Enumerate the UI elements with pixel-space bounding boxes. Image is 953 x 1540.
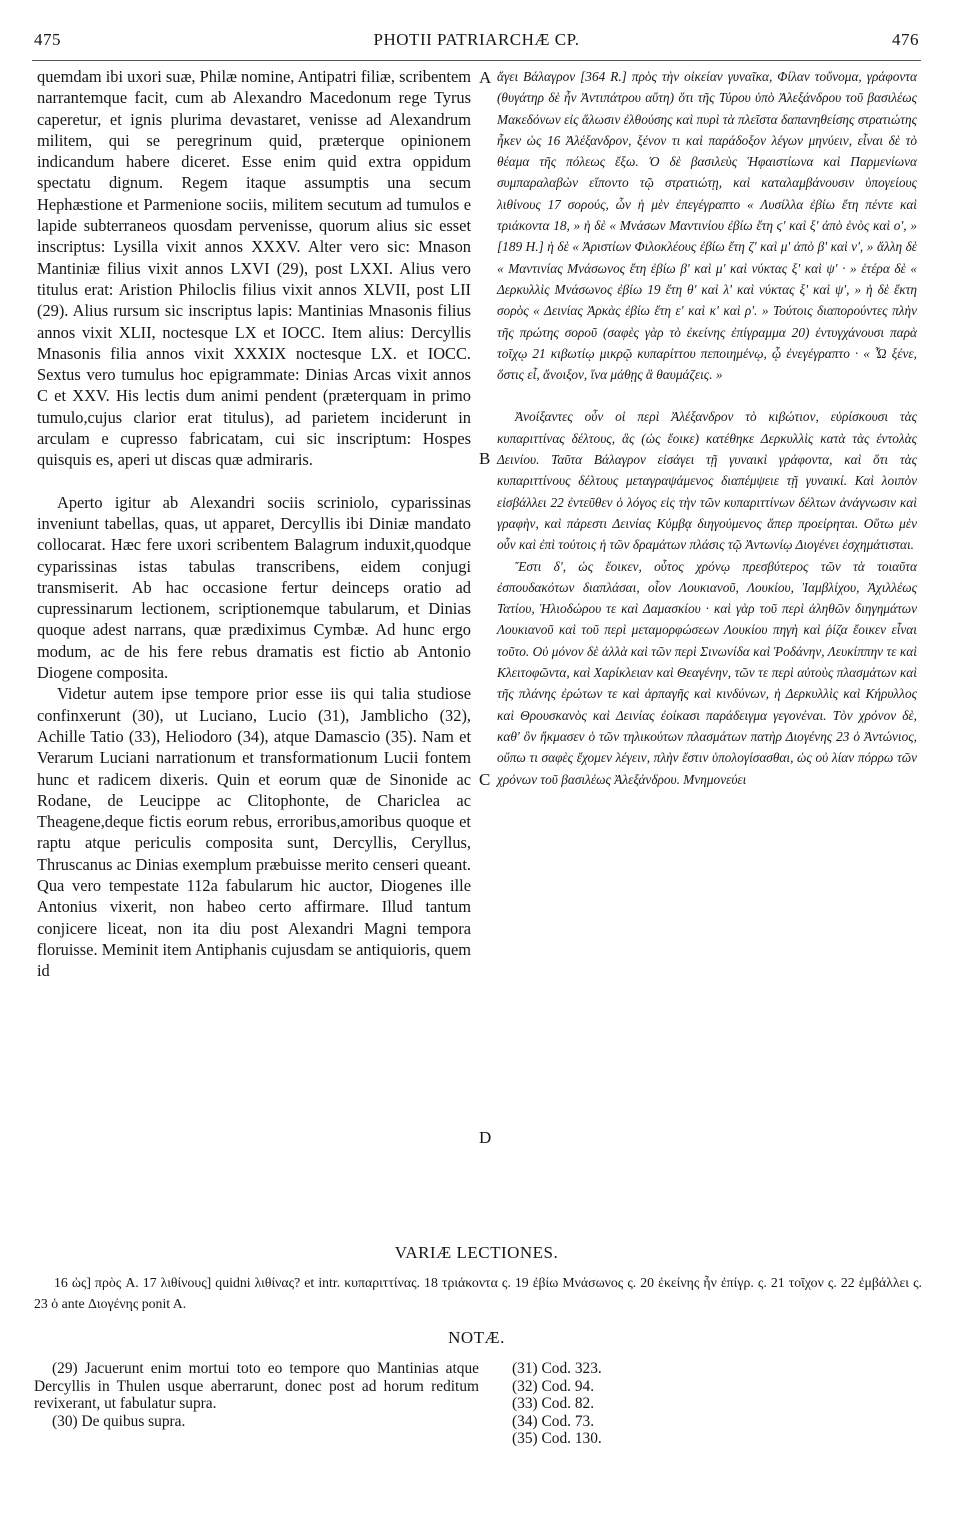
- notes-right-column: [512, 1360, 712, 1448]
- greek-paragraph: ἄγει Βάλαγρον [364 R.] πρὸς τὴν οἰκείαν γυναῖκα, Φίλαν τοὔνομα, γράφοντα (θυγάτηρ δὲ ἦν Ἀντιπάτρου αὕτη) ὅτι τῆς Τύρου ὑπὸ Ἀλεξάνδρου τοῦ βασιλέως Μακεδόνων εἰς ἅλωσιν ἐλθούσης καὶ πυρὶ τὰ πλεῖστα δαπανηθείσης στρατιώτης ἧκεν ὡς 16 Ἀλέξανδρον, ξένον τι καὶ παράδοξον λέγων μηνύειν, εἶναι δὲ τὸ θέαμα τῆς πόλεως ἔξω. Ὁ δὲ βασιλεὺς Ἡφαιστίωνα καὶ Παρμενίωνα συμπαραλαβὼν εἵποντο τῷ στρατιώτῃ, καὶ καταλαμβάνουσιν ὑπογείους λιθίνους 17 σορούς, ὧν ἡ μὲν ἐπεγέγραπτο « Λυσίλλα ἐβίω ἔτη πέντε καὶ τριάκοντα 18, » ἡ δὲ « Μνάσων Μαντινίου ἐβίω ἔτη ϛ' καὶ ξ' ἀπὸ ἑνὸς καὶ ο', » [189 H.] ἡ δὲ « Ἀριστίων Φιλοκλέους ἐβίω ἔτη ζ' καὶ μ' ἀπὸ β' καὶ ν', » ἄλλη δὲ « Μαντινίας Μνάσωνος ἔτη ἐβίω β' καὶ μ' καὶ νύκτας ξ' καὶ ψ' · » ἑτέρα δὲ « Δερκυλλὶς Μνάσωνος ἐβίω 19 ἔτη θ' καὶ λ' καὶ νύκτας ξ' καὶ ψ', » ἡ δὲ ἕκτη σορὸς « Δεινίας Ἀρκὰς ἐβίω ἔτη ε' καὶ κ' καὶ ρ'. » Τούτοις διαπορούντες πλὴν τῆς πρώτης σοροῦ (σαφὲς γὰρ τὸ ἐκείνης ἐπίγραμμα 20) ἐντυγχάνουσι παρὰ τοῖχῳ 21 κιβωτίῳ μικρῷ κυπαρίττου πεποιημένῳ, ᾧ ἐνεγέγραπτο · « Ὦ ξένε, ὅστις εἶ, ἄνοιξον, ἵνα μάθῃς ἃ θαυμάζεις. »: [497, 69, 917, 383]
- footnote: (32) Cod. 94.: [512, 1377, 595, 1395]
- footnote: (33) Cod. 82.: [512, 1395, 595, 1412]
- page-number-left: 475: [34, 30, 61, 49]
- notae-heading: NOTÆ.: [448, 1328, 505, 1347]
- running-header: [30, 30, 923, 56]
- paragraph-gap: [37, 471, 471, 492]
- variae-lectiones-heading: VARIÆ LECTIONES.: [394, 1243, 559, 1262]
- latin-paragraph: Aperto igitur ab Alexandri sociis scriniolo, cyparissinas inveniunt tabellas, quas, ut apparet, Dercyllis ibi Diniæ mandato collocarat. Hæc fere uxori scribentem Balagrum induxit,quodque cyparissinas istas tabulas transcribens, eidem conjugi transmiserit. Ab hac occasione fertur deinceps oratio ad cupressinarum lectionem, scriptionemque tabularum, et Dinias quoque adest narrans, quæ prædiximus Cymbæ. Ad hunc ergo modum, ac de his fere rebus dramatis est fictio ab Antonio Diogene composita.: [37, 492, 471, 683]
- footnote: (34) Cod. 73.: [512, 1412, 595, 1430]
- margin-letter-d: D: [479, 1128, 492, 1147]
- latin-paragraph: quemdam ibi uxori suæ, Philæ nomine, Antipatri filiæ, scribentem narrantemque facit, cum ab Alexandro Macedonum rege Tyrus caperetur, et ignis plurima devastaret, venisse ad Alexandrum militem, qui se peregrinum quid, præterque opinionem indicandum habere diceret. Esse enim quid extra oppidum spectatu dignum. Regem itaque assumptis una secum Hephæstione et Parmenione sociis, militem secutum ad tumulos e lapide subterraneos quosdam pervenisse, quorum alius sic esset inscriptus: Lysilla vixit annos XXXV. Alter vero sic: Mnason Mantiniæ filius vixit annos LXVI (29), post LXXI. Alius vero titulus erat: Aristion Philoclis filius vixit annos XLVII, post LII (29). Alius rursum sic inscriptus lapis: Mantinias Mnasonis filius annos vixit XLII, noctesque LX et IOCC. Item alius: Dercyllis Mnasonis filia annos vixit XXXIX noctesque LX. et IOCC. Sextus vero tumulus hoc epigrammate: Dinias Arcas vixit annos C et XXV. His lectis dum animi pendent (præterquam in primo tumulo,cujus clarior erat titulus), ad parietem inciderunt in arculam e cupresso fabricatam, cui sic inscriptum: Hospes quisquis es, aperi ut discas quæ admiraris.: [37, 67, 471, 470]
- greek-paragraph: Ἔστι δ', ὡς ἔοικεν, οὗτος χρόνῳ πρεσβύτερος τῶν τὰ τοιαῦτα ἐσπουδακότων διαπλάσαι, οἷον Λουκιανοῦ, Λουκίου, Ἰαμβλίχου, Ἀχιλλέως Τατίου, Ἡλιοδώρου τε καὶ Δαμασκίου · καὶ γὰρ τοῦ περὶ ἀληθῶν διηγημάτων Λουκιανοῦ καὶ τοῦ περὶ μεταμορφώσεων Λουκίου πηγὴ καὶ ῥίζα ἔοικεν εἶναι τοῦτο. Οὐ μόνον δὲ ἀλλὰ καὶ τῶν περὶ Σινωνίδα καὶ Ῥοδάνην, Λευκίππην τε καὶ Κλειτοφῶντα, καὶ Χαρίκλειαν καὶ Θεαγένην, τῶν τε περὶ αὐτοὺς πλασμάτων καὶ τῆς πλάνης ἐρώτων τε καὶ ἁρπαγῆς καὶ κινδύνων, ἡ Δερκυλλὶς καὶ Κήρυλλος καὶ Θρουσκανὸς καὶ Δεινίας ἐοίκασι παράδειγμα γεγονέναι. Τὸν χρόνον δὲ, καθ' ὃν ἤκμασεν ὁ τῶν τηλικούτων πλασμάτων πατὴρ Διογένης 23 ὁ Ἀντώνιος, οὔπω τι σαφὲς ἔχομεν λέγειν, πλὴν ἔστιν ὑπολογίσασθαι, ὡς οὐ λίαν πόρρω τῶν χρόνων τοῦ βασιλέως Ἀλεξάνδρου. Μνημονεύει: [497, 558, 917, 787]
- notes-left-column: [34, 1360, 479, 1430]
- greek-column: [497, 66, 917, 790]
- footnote: (31) Cod. 323.: [512, 1360, 602, 1377]
- margin-letter-c: C: [479, 770, 491, 789]
- running-title: PHOTII PATRIARCHÆ CP.: [373, 30, 580, 49]
- paragraph-gap: [497, 385, 917, 406]
- header-rule: [32, 60, 921, 61]
- greek-paragraph: Ἀνοίξαντες οὖν οἱ περὶ Ἀλέξανδρον τὸ κιβώτιον, εὑρίσκουσι τὰς κυπαριττίνας δέλτους, ἃς (ὡς ἔοικε) κατέθηκε Δερκυλλὶς κατὰ τὰς ἐντολὰς Δεινίου. Ταῦτα Βάλαγρον εἰσάγει τῇ γυναικὶ γράφοντα, καὶ ὅτι τὰς κυπαριττίνους δέλτους μεταγραψάμενος διαπέμψειε τῇ γυναικί. Καὶ λοιπὸν εἰσβάλλει 22 ἐντεῦθεν ὁ λόγος εἰς τὴν τῶν κυπαριττίνων δέλτων ἀνάγνωσιν καὶ γραφὴν, καὶ πάρεστι Δεινίας Κύμβᾳ διηγούμενος ἅπερ προείρηται. Οὕτω μὲν οὖν καὶ ἐπὶ τούτοις ἡ τῶν δραμάτων πλάσις τῷ Ἀντωνίῳ Διογένει ἐσχημάτισται.: [497, 409, 917, 553]
- footnote: (29) Jacuerunt enim mortui toto eo tempore quo Mantinias atque Dercyllis in Thulen usque aberrarunt, donec post ad horum reditum revixerant, ut fabulatur supra.: [34, 1360, 479, 1412]
- margin-letter-b: B: [479, 449, 491, 468]
- page-number-right: 476: [892, 30, 919, 49]
- footnote: (35) Cod. 130.: [512, 1430, 602, 1447]
- margin-letter-a: A: [479, 68, 492, 87]
- variae-lectiones-text: 16 ὡς] πρὸς A. 17 λιθίνους] quidni λιθίνας? et intr. κυπαριττίνας. 18 τριάκοντα ς. 19 ἐβίω Μνάσωνος ς. 20 ἐκείνης ἦν ἐπίγρ. ς. 21 τοῖχον ς. 22 ἐμβάλλει ς. 23 ὁ ante Διογένης ponit A.: [34, 1275, 922, 1311]
- latin-paragraph: Videtur autem ipse tempore prior esse iis qui talia studiose confinxerunt (30), ut Luciano, Lucio (31), Jamblicho (32), Achille Tatio (33), Heliodoro (34), atque Damascio (35). Nam et Verarum Luciani narrationum et transformationum Lucii fontem hunc et radicem dixeris. Quin et eorum quæ de Sinonide ac Rodane, de Leucippe ac Clitophonte, de Chariclea ac Theagene,deque fictis eorum rebus, erroribus,amoribus quoque et raptu atque periculis composita sunt, Dercyllis, Ceryllus, Thruscanus ac Dinias exemplum præbuisse merito censeri queant. Qua vero tempestate 112a fabularum hic auctor, Diogenes ille Antonius vixerit, non habeo certo affirmare. Illud tantum conjicere liceat, non ita diu post Alexandri Magni tempora floruisse. Meminit item Antiphanis cujusdam se antiquioris, quem id: [37, 684, 471, 981]
- footnote: (30) De quibus supra.: [52, 1412, 186, 1430]
- latin-column: [37, 66, 471, 981]
